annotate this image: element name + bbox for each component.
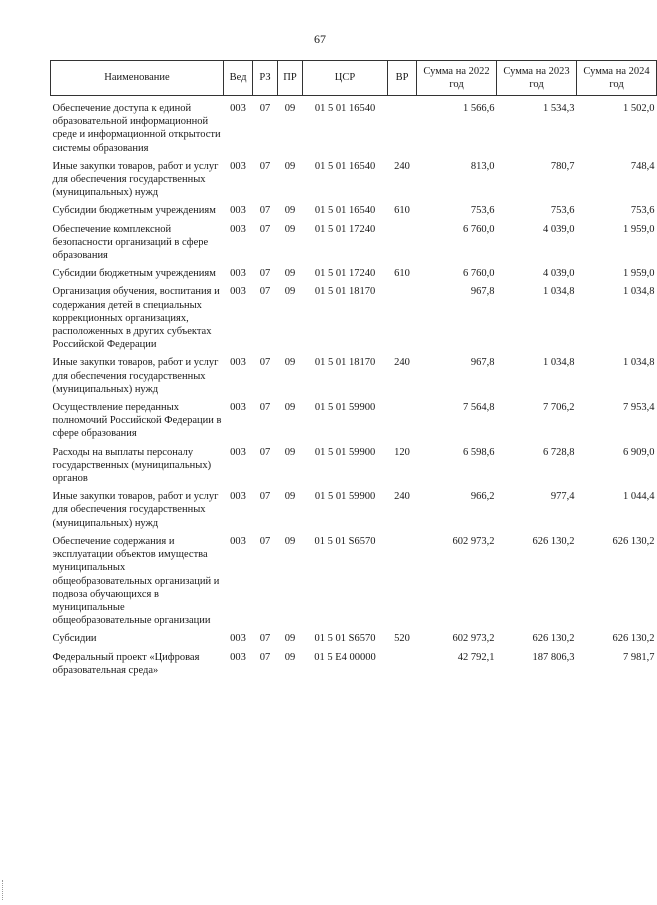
cell-sum-2023: 626 130,2: [532, 535, 575, 547]
cell-sum-2023: 626 130,2: [532, 633, 575, 645]
cell-sum-2022: 42 792,1: [457, 651, 495, 663]
table-row: [51, 396, 657, 441]
table-row: [51, 199, 657, 217]
cell-ved: 003: [230, 446, 246, 458]
header-rz: РЗ: [253, 61, 278, 96]
table-header: [51, 61, 657, 96]
header-csr: ЦСР: [303, 61, 388, 96]
cell-vr: [388, 530, 417, 627]
cell-pr: 09: [284, 633, 296, 645]
cell-ved: 003: [230, 160, 246, 172]
cell-ved: 003: [230, 491, 246, 503]
cell-ved: 003: [230, 633, 246, 645]
cell-name: Субсидии: [52, 633, 97, 645]
cell-sum-2023: 977,4: [550, 491, 575, 503]
table-row: [51, 627, 657, 645]
cell-sum-2024: 6 909,0: [623, 446, 655, 458]
cell-name: Обеспечение комплексной безопасности организаций в сфере образования: [52, 223, 209, 262]
cell-sum-2022: 1 566,6: [463, 103, 495, 114]
cell-ved: 003: [230, 535, 246, 547]
table-row: [51, 351, 657, 396]
cell-rz: 07: [259, 223, 271, 235]
cell-sum-2022: 602 973,2: [452, 633, 495, 645]
cell-sum-2024: 1 034,8: [623, 286, 655, 298]
cell-sum-2023: 1 034,8: [543, 286, 575, 298]
cell-rz: 07: [259, 205, 271, 217]
cell-sum-2024: 1 502,0: [623, 103, 655, 114]
table-row: [51, 646, 657, 677]
cell-rz: 07: [259, 446, 271, 458]
cell-csr: 01 5 01 18170: [314, 357, 376, 369]
cell-name: Расходы на выплаты персоналу государственных (муниципальных) органов: [52, 446, 212, 485]
cell-sum-2024: 7 981,7: [623, 651, 655, 663]
cell-pr: 09: [284, 103, 296, 114]
header-vr: ВР: [388, 61, 417, 96]
budget-table: [50, 60, 657, 677]
cell-sum-2024: 1 034,8: [623, 357, 655, 369]
cell-pr: 09: [284, 651, 296, 663]
cell-csr: 01 5 01 S6570: [314, 535, 376, 547]
cell-sum-2022: 6 760,0: [463, 268, 495, 280]
cell-pr: 09: [284, 268, 296, 280]
cell-pr: 09: [284, 491, 296, 503]
cell-pr: 09: [284, 446, 296, 458]
cell-vr: [388, 280, 417, 351]
cell-csr: 01 5 01 59900: [314, 446, 376, 458]
cell-sum-2022: 967,8: [470, 357, 495, 369]
cell-sum-2022: 6 598,6: [463, 446, 495, 458]
table-row: [51, 155, 657, 200]
cell-pr: 09: [284, 286, 296, 298]
cell-vr: [388, 218, 417, 263]
cell-sum-2024: 1 959,0: [623, 223, 655, 235]
cell-sum-2022: 966,2: [470, 491, 495, 503]
cell-name: Иные закупки товаров, работ и услуг для обеспечения государственных (муниципальных) нужд: [52, 491, 219, 529]
cell-sum-2022: 753,6: [470, 205, 495, 217]
cell-ved: 003: [230, 223, 246, 235]
cell-rz: 07: [259, 633, 271, 645]
header-name: Наименование: [51, 61, 224, 96]
cell-rz: 07: [259, 160, 271, 172]
cell-pr: 09: [284, 357, 296, 369]
cell-ved: 003: [230, 357, 246, 369]
cell-sum-2024: 626 130,2: [612, 535, 655, 547]
cell-rz: 07: [259, 268, 271, 280]
table-row: [51, 262, 657, 280]
cell-name: Осуществление переданных полномочий Российской Федерации в сфере образования: [52, 402, 222, 440]
cell-sum-2023: 1 534,3: [543, 103, 575, 114]
cell-rz: 07: [259, 402, 271, 414]
cell-vr: 610: [394, 205, 410, 217]
table-row: [51, 96, 657, 155]
cell-name: Обеспечение доступа к единой образовательной информационной среде и информационной открытости системы образования: [52, 103, 221, 154]
cell-vr: [388, 396, 417, 441]
cell-sum-2023: 187 806,3: [532, 651, 575, 663]
margin-mark: [2, 880, 7, 900]
cell-csr: 01 5 E4 00000: [314, 651, 376, 663]
cell-name: Федеральный проект «Цифровая образовательная среда»: [52, 651, 200, 676]
header-sum-2023: Сумма на 2023 год: [497, 61, 577, 96]
cell-csr: 01 5 01 16540: [314, 205, 376, 217]
cell-sum-2024: 626 130,2: [612, 633, 655, 645]
cell-csr: 01 5 01 16540: [314, 160, 376, 172]
cell-ved: 003: [230, 268, 246, 280]
cell-sum-2023: 6 728,8: [543, 446, 575, 458]
cell-csr: 01 5 01 16540: [314, 103, 376, 114]
header-pr: ПР: [278, 61, 303, 96]
cell-csr: 01 5 01 18170: [314, 286, 376, 298]
table-row: [51, 485, 657, 530]
cell-rz: 07: [259, 491, 271, 503]
cell-csr: 01 5 01 59900: [314, 402, 376, 414]
cell-sum-2024: 1 044,4: [623, 491, 655, 503]
cell-sum-2024: 7 953,4: [623, 402, 655, 414]
cell-ved: 003: [230, 205, 246, 217]
cell-name: Иные закупки товаров, работ и услуг для обеспечения государственных (муниципальных) нужд: [52, 357, 219, 395]
cell-sum-2022: 813,0: [470, 160, 495, 172]
cell-vr: [388, 646, 417, 677]
cell-vr: [388, 96, 417, 155]
table-row: [51, 530, 657, 627]
cell-vr: 240: [394, 357, 410, 369]
cell-sum-2023: 1 034,8: [543, 357, 575, 369]
cell-sum-2023: 7 706,2: [543, 402, 575, 414]
cell-vr: 240: [394, 491, 410, 503]
cell-rz: 07: [259, 103, 271, 114]
cell-pr: 09: [284, 402, 296, 414]
table-row: [51, 218, 657, 263]
cell-sum-2024: 753,6: [630, 205, 655, 217]
cell-pr: 09: [284, 160, 296, 172]
header-ved: Вед: [224, 61, 253, 96]
cell-sum-2022: 7 564,8: [463, 402, 495, 414]
cell-sum-2023: 4 039,0: [543, 268, 575, 280]
cell-rz: 07: [259, 651, 271, 663]
cell-sum-2023: 753,6: [550, 205, 575, 217]
page-number: 67: [314, 32, 326, 46]
cell-pr: 09: [284, 223, 296, 235]
cell-sum-2024: 748,4: [630, 160, 655, 172]
header-sum-2024: Сумма на 2024 год: [577, 61, 657, 96]
cell-sum-2022: 6 760,0: [463, 223, 495, 235]
cell-csr: 01 5 01 S6570: [314, 633, 376, 645]
cell-ved: 003: [230, 402, 246, 414]
cell-pr: 09: [284, 535, 296, 547]
cell-csr: 01 5 01 17240: [314, 268, 376, 280]
cell-ved: 003: [230, 103, 246, 114]
cell-rz: 07: [259, 535, 271, 547]
cell-name: Субсидии бюджетным учреждениям: [52, 205, 216, 217]
cell-sum-2024: 1 959,0: [623, 268, 655, 280]
cell-vr: 240: [394, 160, 410, 172]
cell-vr: 610: [394, 268, 410, 280]
cell-rz: 07: [259, 286, 271, 298]
cell-pr: 09: [284, 205, 296, 217]
cell-sum-2023: 780,7: [550, 160, 575, 172]
cell-csr: 01 5 01 59900: [314, 491, 376, 503]
cell-ved: 003: [230, 651, 246, 663]
cell-vr: 520: [394, 633, 410, 645]
cell-vr: 120: [394, 446, 410, 458]
table-row: [51, 441, 657, 486]
table-body: [51, 96, 657, 677]
cell-ved: 003: [230, 286, 246, 298]
cell-name: Обеспечение содержания и эксплуатации объектов имущества муниципальных общеобразовательных организаций и подвоза обучающихся в муниципальные общеобразовательные организации: [52, 535, 220, 627]
header-sum-2022: Сумма на 2022 год: [417, 61, 497, 96]
cell-csr: 01 5 01 17240: [314, 223, 376, 235]
cell-name: Иные закупки товаров, работ и услуг для обеспечения государственных (муниципальных) нужд: [52, 160, 219, 199]
cell-sum-2022: 602 973,2: [452, 535, 495, 547]
header-row: [51, 61, 657, 96]
cell-sum-2023: 4 039,0: [543, 223, 575, 235]
cell-rz: 07: [259, 357, 271, 369]
cell-name: Субсидии бюджетным учреждениям: [52, 268, 216, 280]
cell-name: Организация обучения, воспитания и содержания детей в специальных коррекционных организациях, расположенных в других субъектах Российской Федерации: [52, 286, 220, 351]
cell-sum-2022: 967,8: [470, 286, 495, 298]
table-row: [51, 280, 657, 351]
